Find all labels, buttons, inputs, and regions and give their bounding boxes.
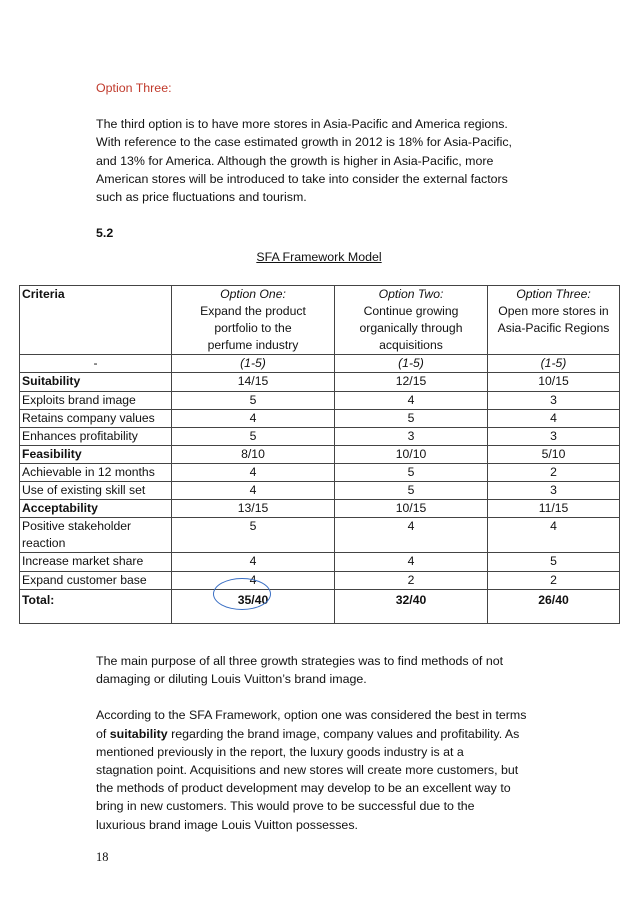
row-value: 4 [172, 463, 335, 481]
total-row [20, 589, 620, 623]
row-value: 11/15 [488, 500, 620, 518]
row-value: 4 [335, 518, 488, 553]
table-row [20, 482, 620, 500]
row-value: 3 [335, 427, 488, 445]
header-criteria: Criteria [20, 286, 172, 355]
table-row [20, 571, 620, 589]
section-number: 5.2 [96, 226, 114, 241]
total-option-two: 32/40 [335, 589, 488, 623]
row-label: Use of existing skill set [20, 482, 172, 500]
option-three-line: With reference to the case estimated growth in 2012 is 18% for Asia-Pacific, [96, 135, 512, 150]
row-label: Achievable in 12 months [20, 463, 172, 481]
table-body [20, 373, 620, 589]
row-label: Acceptability [20, 500, 172, 518]
row-label: Positive stakeholder reaction [20, 518, 172, 553]
header-option-one: Option One: Expand the product portfolio to the perfume industry [172, 286, 335, 355]
row-value: 4 [488, 518, 620, 553]
row-value: 2 [335, 571, 488, 589]
conclusion-line: luxurious brand image Louis Vuitton possesses. [96, 817, 358, 832]
row-value: 13/15 [172, 500, 335, 518]
scale-cell: - [20, 355, 172, 373]
option-three-line: American stores will be introduced to take into consider the external factors [96, 171, 508, 186]
row-value: 8/10 [172, 445, 335, 463]
row-value: 4 [488, 409, 620, 427]
row-value: 5 [335, 482, 488, 500]
row-value: 10/15 [488, 373, 620, 391]
row-value: 4 [172, 409, 335, 427]
table-row [20, 391, 620, 409]
conclusion-line: mentioned previously in the report, the luxury goods industry is at a [96, 744, 464, 759]
option-three-section [96, 79, 536, 242]
option-three-line: such as price fluctuations and tourism. [96, 190, 307, 205]
total-option-one: 35/40 [172, 589, 335, 623]
conclusion-line: the methods of product development may develop to be an excellent way to [96, 781, 511, 796]
conclusion-line: According to the SFA Framework, option one was considered the best in terms [96, 708, 527, 723]
row-value: 4 [335, 391, 488, 409]
table-row [20, 445, 620, 463]
row-value: 12/15 [335, 373, 488, 391]
highlight-circle [213, 578, 271, 610]
page-number: 18 [96, 850, 109, 864]
table-row [20, 553, 620, 571]
scale-cell: (1-5) [172, 355, 335, 373]
row-label: Exploits brand image [20, 391, 172, 409]
row-value: 2 [488, 571, 620, 589]
option-three-line: and 13% for America. Although the growth is higher in Asia-Pacific, more [96, 153, 494, 168]
scale-row [20, 355, 620, 373]
suitability-term: suitability [109, 726, 168, 741]
row-value: 5 [172, 427, 335, 445]
conclusion-line: of suitability regarding the brand image, company values and profitability. As [96, 726, 520, 741]
row-label: Enhances profitability [20, 427, 172, 445]
row-value: 3 [488, 427, 620, 445]
row-value: 14/15 [172, 373, 335, 391]
scale-cell: (1-5) [488, 355, 620, 373]
table-row [20, 463, 620, 481]
conclusion-line: bring in new customers. This would prove to be successful due to the [96, 799, 475, 814]
row-value: 5 [172, 391, 335, 409]
row-label: Increase market share [20, 553, 172, 571]
table-row [20, 409, 620, 427]
option-three-heading: Option Three: [96, 81, 172, 95]
row-label: Retains company values [20, 409, 172, 427]
row-value: 4 [172, 482, 335, 500]
table-row [20, 518, 620, 553]
table-row [20, 427, 620, 445]
table-row [20, 500, 620, 518]
total-option-three: 26/40 [488, 589, 620, 623]
scale-cell: (1-5) [335, 355, 488, 373]
total-label: Total: [20, 589, 172, 623]
sfa-table [19, 285, 620, 624]
row-value: 3 [488, 391, 620, 409]
row-label: Expand customer base [20, 571, 172, 589]
conclusion-line: The main purpose of all three growth strategies was to find methods of not [96, 654, 504, 668]
row-value: 5 [335, 409, 488, 427]
row-value: 5 [488, 553, 620, 571]
conclusion-line: damaging or diluting Louis Vuitton’s brand image. [96, 672, 367, 687]
row-value: 10/10 [335, 445, 488, 463]
conclusion-section [96, 652, 536, 834]
row-value: 2 [488, 463, 620, 481]
option-three-line: The third option is to have more stores in Asia-Pacific and America regions. [96, 117, 508, 132]
row-value: 3 [488, 482, 620, 500]
row-value: 10/15 [335, 500, 488, 518]
row-label: Suitability [20, 373, 172, 391]
conclusion-line: stagnation point. Acquisitions and new stores will create more customers, but [96, 763, 519, 778]
row-value: 5 [172, 518, 335, 553]
row-value: 5 [335, 463, 488, 481]
table-header-row [20, 286, 620, 355]
row-value: 4 [172, 553, 335, 571]
row-value: 4 [335, 553, 488, 571]
row-label: Feasibility [20, 445, 172, 463]
header-option-two: Option Two: Continue growing organically through acquisitions [335, 286, 488, 355]
row-value: 5/10 [488, 445, 620, 463]
table-title: SFA Framework Model [256, 250, 382, 264]
row-value: 4 [172, 571, 335, 589]
table-row [20, 373, 620, 391]
header-option-three: Option Three: Open more stores in Asia-Pacific Regions [488, 286, 620, 355]
